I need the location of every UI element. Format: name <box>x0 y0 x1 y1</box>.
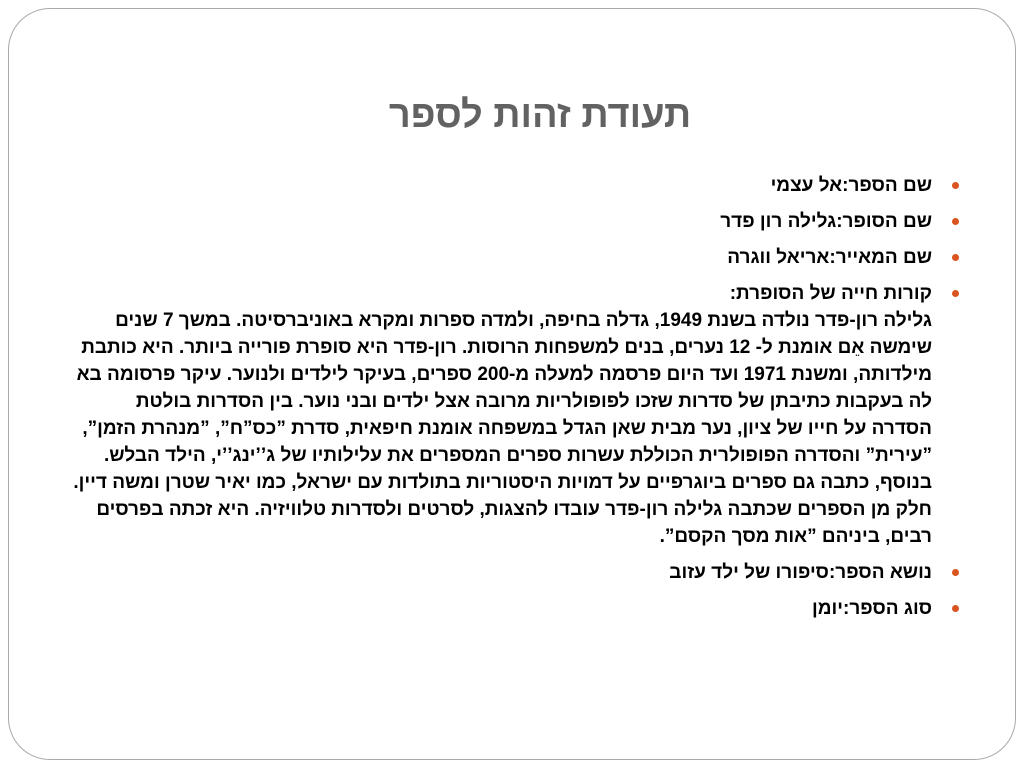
item-label: שם המאייר: <box>829 247 932 268</box>
bullet-dot-icon <box>952 290 959 297</box>
item-label: נושא הספר: <box>828 562 932 583</box>
item-value: יומן <box>812 598 844 619</box>
item-label: שם הספר: <box>842 175 932 196</box>
item-value: גלילה רון פדר <box>720 211 837 232</box>
list-item-book-genre <box>72 595 962 622</box>
item-label: שם הסופר: <box>836 211 932 232</box>
bullet-list <box>72 172 962 631</box>
bullet-dot-icon <box>952 218 959 225</box>
slide-title: תעודת זהות לספר <box>388 94 692 136</box>
list-item-illustrator <box>72 244 962 271</box>
item-value: סיפורו של ילד עזוב <box>669 562 829 583</box>
bullet-dot-icon <box>952 605 959 612</box>
item-label: קורות חייה של הסופרת: <box>729 283 932 304</box>
list-item-author-biography <box>72 280 962 550</box>
bullet-dot-icon <box>952 182 959 189</box>
list-item-book-name <box>72 172 962 199</box>
bullet-dot-icon <box>952 569 959 576</box>
list-item-book-topic <box>72 559 962 586</box>
item-label: סוג הספר: <box>843 598 932 619</box>
bullet-dot-icon <box>952 254 959 261</box>
biography-paragraph: גלילה רון-פדר נולדה בשנת 1949, גדלה בחיפה, ולמדה ספרות ומקרא באוניברסיטה. במשך 7 שנים שימשה אֵם אומנת ל- 12 נערים, בנים למשפחות הרוסות. רון-פדר היא סופרת פורייה ביותר. היא כותבת מילדותה, ומשנת 1971 ועד היום פרסמה למעלה מ-200 ספרים, בעיקר לילדים ולנוער. עיקר פרסומה בא לה בעקבות כתיבתן של סדרות שזכו לפופולריות מרובה אצל ילדים ובני נוער. בין הסדרות בולטת הסדרה על חייו של ציון, נער מבית שאן הגדל במשפחה אומנת חיפאית, סדרת ”כס”ח”, ”מנהרת הזמן”, ”עירית” והסדרה הפופולרית הכוללת עשרות ספרים המספרים את עלילותיו של ג’’ינג’’י, הילד הבלש. בנוסף, כתבה גם ספרים ביוגרפיים על דמויות היסטוריות בתולדות עם ישראל, כמו יאיר שטרן ומשה דיין. חלק מן הספרים שכתבה גלילה רון-פדר עובדו להצגות, לסרטים ולסדרות טלוויזיה. היא זכתה בפרסים רבים, ביניהם ”אות מסך הקסם”. <box>73 310 932 547</box>
item-value: אריאל ווגרה <box>727 247 830 268</box>
list-item-author <box>72 208 962 235</box>
item-value: אל עצמי <box>770 175 843 196</box>
